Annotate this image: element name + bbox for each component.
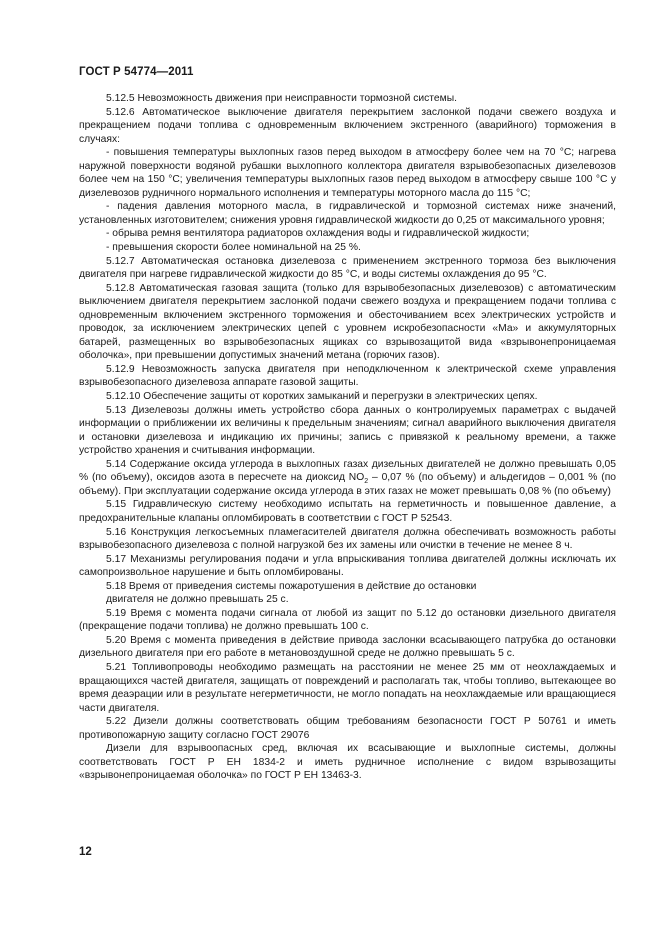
paragraph-5-14-text-start: 5.14 Содержание оксида углерода в выхлопных газах дизельных двигателей не должно превышать 0,05 % (по объему), оксидов азота в пересчете на диоксид NO xyxy=(79,458,616,484)
paragraph-5-12-6: 5.12.6 Автоматическое выключение двигателя перекрытием заслонкой подачи свежего воздуха и прекращением подачи топлива с одновременным включением экстренного (аварийного) торможения в случаях: xyxy=(79,106,616,145)
paragraph-5-16: 5.16 Конструкция легкосъемных пламегасителей двигателя должна обеспечивать возможность работы взрывобезопасного дизелевоза с полной нагрузкой без их замены или очистки в течение не менее 8 ч. xyxy=(79,526,616,552)
paragraph-5-22: 5.22 Дизели должны соответствовать общим требованиям безопасности ГОСТ Р 50761 и иметь противопожарную защиту согласно ГОСТ 29076 xyxy=(79,716,616,741)
subscript-2: 2 xyxy=(364,478,369,486)
list-item-fan-belt: - обрыва ремня вентилятора радиаторов охлаждения воды и гидравлической жидкости; xyxy=(106,228,530,240)
paragraph-5-21: 5.21 Топливопроводы необходимо размещать на расстоянии не менее 25 мм от неохлаждаемых и вращающихся частей двигателя, защищать от повреждений и располагать так, чтобы топливо, вытекающее во время деаэрации или в результате негерметичности, не могло попадать на неохлаждаемые или вращающиеся части двигателя. xyxy=(79,661,616,714)
list-item-overspeed: - превышения скорости более номинальной на 25 %. xyxy=(106,242,361,254)
paragraph-5-14 xyxy=(79,458,616,499)
paragraph-5-15: 5.15 Гидравлическую систему необходимо испытать на герметичность и повышенное давление, а предохранительные клапаны опломбировать в соответствии с ГОСТ Р 52543. xyxy=(79,499,616,524)
paragraph-5-18-continuation: двигателя не должно превышать 25 с. xyxy=(106,594,289,606)
document-body xyxy=(79,92,616,783)
list-item-pressure: - падения давления моторного масла, в гидравлической и тормозной системах ниже значений, установленных изготовителем; снижения уровня гидравлической жидкости до 0,25 от максимального уровня; xyxy=(79,201,616,226)
paragraph-5-12-10: 5.12.10 Обеспечение защиты от коротких замыканий и перегрузки в электрических цепях. xyxy=(106,391,538,403)
document-header: ГОСТ Р 54774—2011 xyxy=(79,66,194,78)
paragraph-5-18: 5.18 Время от приведения системы пожаротушения в действие до остановки xyxy=(106,580,477,592)
paragraph-5-14-text-end: – 0,07 % (по объему) и альдегидов – 0,001 % (по объему). При эксплуатации содержание оксида углерода в этих газах не может превышать 0,08 % (по объему) xyxy=(79,472,616,497)
paragraph-5-12-9: 5.12.9 Невозможность запуска двигателя при неподключенном к электрической схеме управления взрывобезопасного дизелевоза аппарате газовой защиты. xyxy=(79,363,616,389)
paragraph-5-19: 5.19 Время с момента подачи сигнала от любой из защит по 5.12 до остановки дизельного двигателя (прекращение подачи топлива) не должно превышать 100 с. xyxy=(79,607,616,633)
list-item-temperature: - повышения температуры выхлопных газов перед выходом в атмосферу более чем на 70 °С; нагрева наружной поверхности водяной рубашки выхлопного коллектора двигателя взрывобезопасных дизелевозов более чем на 150 °С; увеличения температуры выхлопных газов перед выходом в атмосферу свыше 100 °С у дизелевозов рудничного нормального исполнения и температуры моторного масла до 115 °С; xyxy=(79,147,616,199)
paragraph-explosive-environments: Дизели для взрывоопасных сред, включая их всасывающие и выхлопные системы, должны соответствовать ГОСТ Р ЕН 1834-2 и иметь рудничное исполнение с видом взрывозащиты «взрывонепроницаемая оболочка» по ГОСТ Р ЕН 13463-3. xyxy=(79,743,616,782)
paragraph-5-17: 5.17 Механизмы регулирования подачи и угла впрыскивания топлива двигателей должны исключать их самопроизвольное нарушение и быть опломбированы. xyxy=(79,553,616,579)
paragraph-5-12-5: 5.12.5 Невозможность движения при неисправности тормозной системы. xyxy=(106,93,457,104)
page-number: 12 xyxy=(79,846,92,858)
paragraph-5-12-8: 5.12.8 Автоматическая газовая защита (только для взрывобезопасных дизелевозов) с автоматическим выключением двигателя перекрытием заслонкой подачи свежего воздуха и прекращением подачи топлива с одновременным включением экстренного торможения и обесточиванием всех электрических устройств и проводок, за исключением электрических цепей с уровнем искробезопасности «Ма» и аккумуляторных батарей, размещенных во взрывобезопасных ящиках со взрывозащитой вида «взрывонепроницаемая оболочка», при превышении допустимых значений метана (горючих газов). xyxy=(79,282,616,362)
paragraph-5-13: 5.13 Дизелевозы должны иметь устройство сбора данных о контролируемых параметрах с выдачей информации о приближении их величины к предельным значениям; сигнал аварийного выключения двигателя и остановки дизелевоза и индикацию их причины; запись с привязкой к реальному времени, а также устройство хранения и считывания информации. xyxy=(79,404,616,457)
paragraph-5-12-7: 5.12.7 Автоматическая остановка дизелевоза с применением экстренного тормоза без выключения двигателя при нагреве гидравлической жидкости до 85 °С, и воды системы охлаждения до 95 °С. xyxy=(79,255,616,281)
paragraph-5-20: 5.20 Время с момента приведения в действие привода заслонки всасывающего патрубка до остановки дизельного двигателя при его работе в метановоздушной среде не должно превышать 5 с. xyxy=(79,634,616,660)
